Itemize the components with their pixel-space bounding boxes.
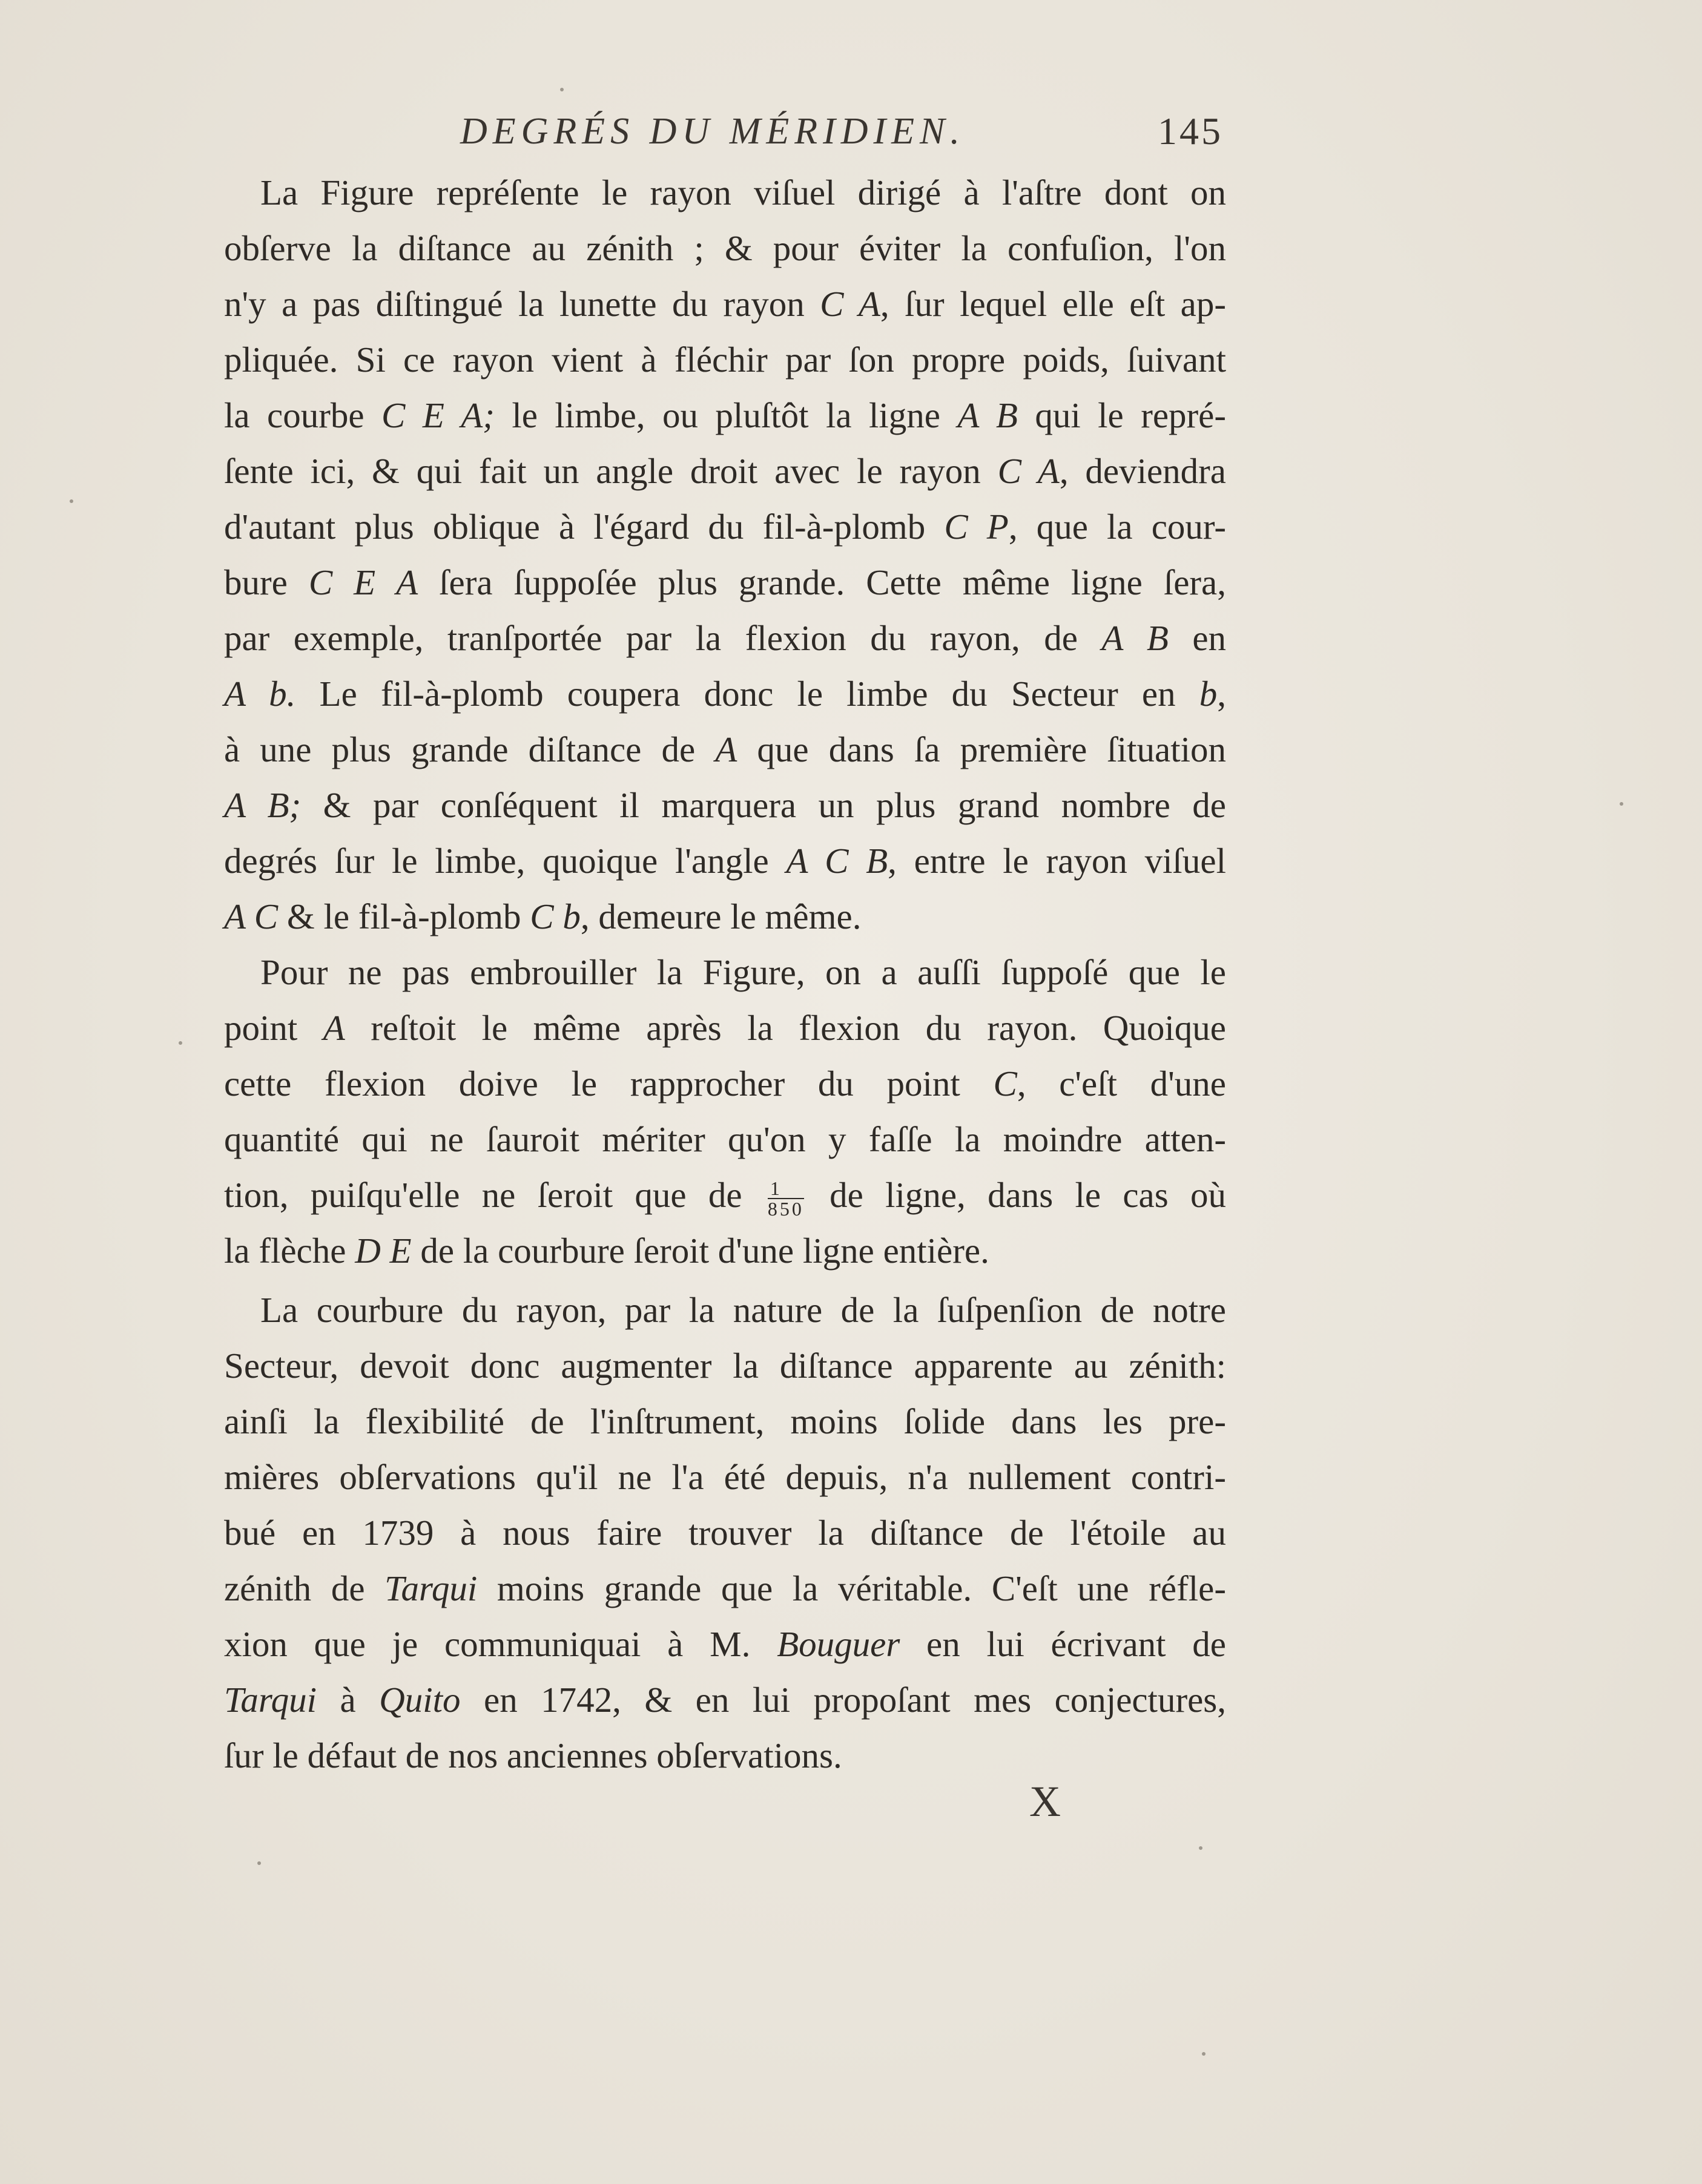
text-line: bure C E A ſera ſuppoſée plus grande. Cette même ligne ſera, — [224, 562, 1226, 602]
text-line: zénith de Tarqui moins grande que la véritable. C'eſt une réfle- — [224, 1568, 1226, 1608]
fraction-denominator: 850 — [767, 1198, 804, 1220]
text-line: A B; & par conſéquent il marquera un plus grand nombre de — [224, 785, 1226, 825]
text-line: ſente ici, & qui fait un angle droit avec le rayon C A, deviendra — [224, 451, 1226, 491]
text-line: A b. Le fil-à-plomb coupera donc le limbe du Secteur en b, — [224, 674, 1226, 714]
text-line: La Figure repréſente le rayon viſuel dirigé à l'aſtre dont on — [260, 173, 1226, 212]
paragraph — [224, 165, 1226, 944]
text-line: point A reſtoit le même après la flexion du rayon. Quoique — [224, 1008, 1226, 1048]
italic-term: A C B — [786, 841, 888, 881]
text-line: la courbe C E A; le limbe, ou pluſtôt la ligne A B qui le repré- — [224, 395, 1227, 435]
text-line: ainſi la flexibilité de l'inſtrument, moins ſolide dans les pre- — [224, 1401, 1226, 1441]
text-line: d'autant plus oblique à l'égard du fil-à-plomb C P, que la cour- — [224, 507, 1226, 547]
text-line: degrés ſur le limbe, quoique l'angle A C B, entre le rayon viſuel — [224, 841, 1226, 881]
italic-term: C A — [997, 451, 1060, 491]
paper-speck — [179, 1041, 182, 1045]
italic-term: A B — [957, 395, 1018, 435]
italic-term: A B — [1101, 618, 1169, 658]
italic-term: Tarqui — [384, 1568, 478, 1608]
italic-term: A b. — [224, 674, 296, 714]
text-line: ſur le défaut de nos anciennes obſervations. — [224, 1735, 842, 1775]
italic-term: D E — [355, 1231, 412, 1271]
text-line: Tarqui à Quito en 1742, & en lui propoſant mes conjectures, — [224, 1680, 1226, 1720]
italic-term: A C — [224, 896, 279, 936]
italic-term: C A — [820, 284, 880, 324]
paper-speck — [70, 499, 73, 503]
text-line: xion que je communiquai à M. Bouguer en lui écrivant de — [224, 1624, 1226, 1664]
running-head-title: DEGRÉS DU MÉRIDIEN. — [460, 111, 965, 152]
paper-speck — [1199, 1846, 1202, 1850]
text-line: pliquée. Si ce rayon vient à fléchir par ſon propre poids, ſuivant — [224, 340, 1226, 380]
signature-mark: X — [1029, 1777, 1061, 1826]
paper-speck — [1202, 2052, 1206, 2056]
fraction — [768, 1179, 804, 1219]
text-line: La courbure du rayon, par la nature de la ſuſpenſion de notre — [260, 1290, 1226, 1330]
text-line: obſerve la diſtance au zénith ; & pour éviter la confuſion, l'on — [224, 228, 1226, 268]
text-line: par exemple, tranſportée par la flexion du rayon, de A B en — [224, 618, 1227, 658]
text-line: quantité qui ne ſauroit mériter qu'on y faſſe la moindre atten- — [224, 1119, 1226, 1159]
italic-term: Tarqui — [224, 1680, 317, 1720]
text-line: Pour ne pas embrouiller la Figure, on a auſſi ſuppoſé que le — [260, 952, 1226, 992]
text-line: bué en 1739 à nous faire trouver la diſtance de l'étoile au — [224, 1513, 1226, 1553]
page-number: 145 — [1158, 110, 1223, 153]
text-line: à une plus grande diſtance de A que dans ſa première ſituation — [224, 729, 1226, 769]
italic-term: C b — [530, 896, 581, 936]
text-line: A C & le fil-à-plomb C b, demeure le même. — [224, 896, 862, 936]
italic-term: C P — [944, 507, 1009, 547]
paper-speck — [560, 88, 564, 91]
fraction-numerator: 1 — [768, 1179, 804, 1199]
italic-term: C — [993, 1064, 1017, 1104]
text-line: la flèche D E de la courbure ſeroit d'une ligne entière. — [224, 1231, 989, 1271]
italic-term: A — [715, 729, 737, 769]
text-line: mières obſervations qu'il ne l'a été depuis, n'a nullement contri- — [224, 1457, 1226, 1497]
italic-term: Quito — [379, 1680, 461, 1720]
text-line: tion, puiſqu'elle ne ſeroit que de $\frac{1}{850}$ de ligne, dans le cas où — [224, 1175, 1226, 1220]
italic-term: b — [1199, 674, 1218, 714]
italic-term: Bouguer — [777, 1624, 900, 1664]
paragraph — [224, 944, 1226, 1278]
paragraph — [224, 1282, 1226, 1783]
italic-term: A — [323, 1008, 345, 1048]
text-line: cette flexion doive le rapprocher du point C, c'eſt d'une — [224, 1064, 1226, 1104]
italic-term: C E A — [308, 562, 418, 602]
paper-speck — [1620, 802, 1623, 806]
text-line: Secteur, devoit donc augmenter la diſtance apparente au zénith: — [224, 1346, 1226, 1386]
italic-term: C E A; — [381, 395, 495, 435]
body-text — [224, 165, 1226, 1783]
italic-term: A B; — [224, 785, 302, 825]
running-head — [224, 97, 1235, 163]
text-line: n'y a pas diſtingué la lunette du rayon C A, ſur lequel elle eſt ap- — [224, 284, 1226, 324]
paper-speck — [257, 1861, 261, 1865]
